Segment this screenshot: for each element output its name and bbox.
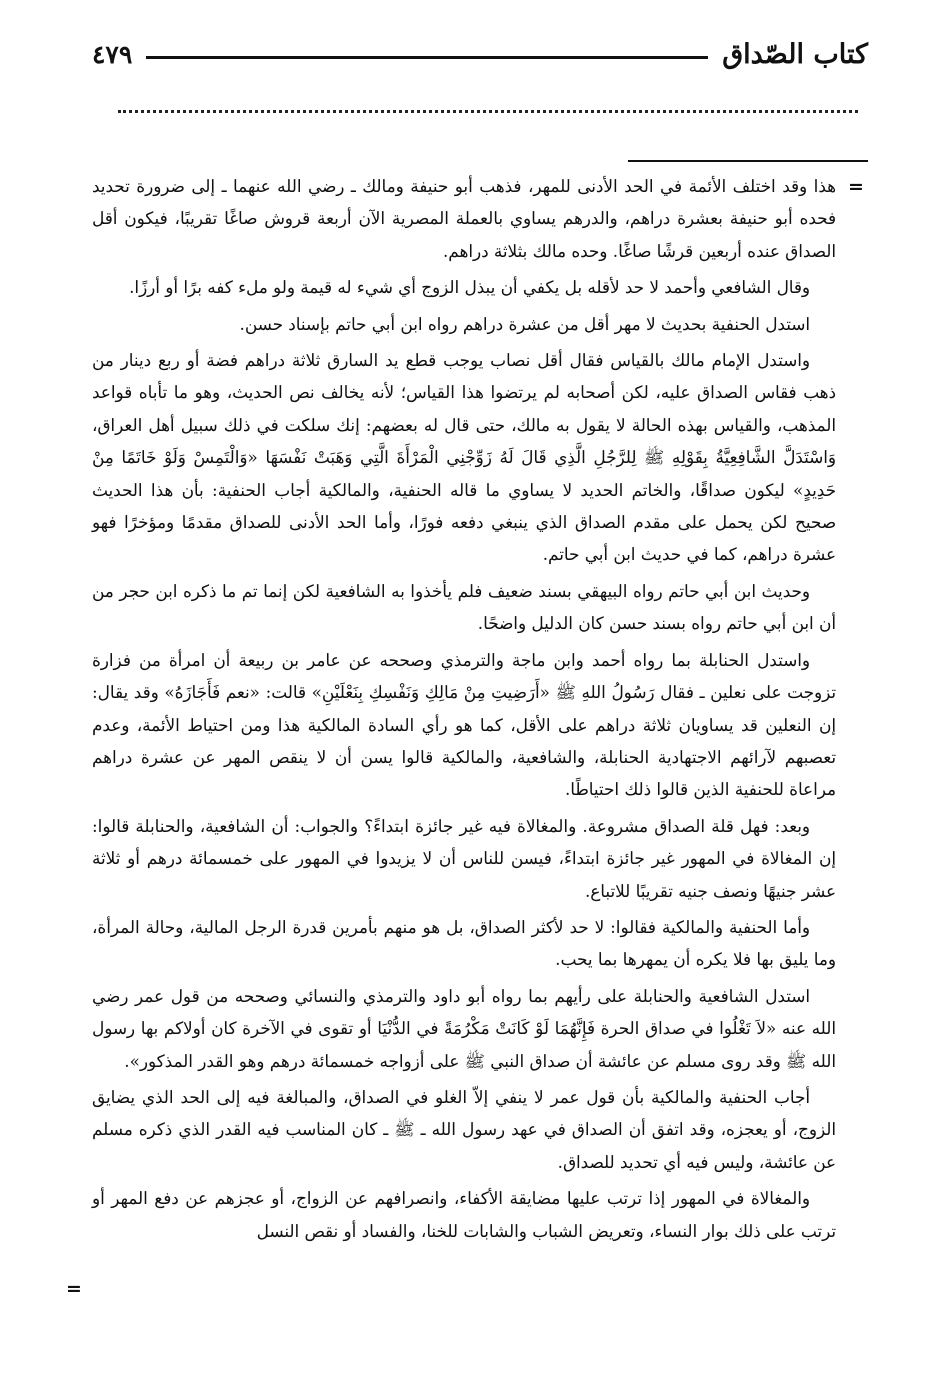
paragraph: واستدل الإمام مالك بالقياس فقال أقل نصاب يوجب قطع يد السارق ثلاثة دراهم فضة أو ربع دينار من ذهب فقاس الصداق عليه، لكن أصحابه لم يرتضوا هذا القياس؛ لأنه يخالف نص الحديث، وهو ما تأباه قواعد المذهب، والقياس بهذه الحالة لا يقول به مالك، حتى قال له بعضهم: إنك سلكت في ذلك سبيل أهل العراق، وَاسْتَدَلَّ الشَّافِعِيَّةُ بِقَوْلِهِ ﷺ لِلرَّجُلِ الَّذِي قَالَ لَهُ زَوِّجْنِي الْمَرْأَةَ الَّتِي وَهَبَتْ نَفْسَهَا «وَالْتَمِسْ وَلَوْ خَاتَمًا مِنْ حَدِيدٍ» ليكون صداقًا، والخاتم الحديد لا يساوي ما قاله الحنفية، والمالكية أجاب الحنفية: بأن هذا الحديث صحيح لكن يحمل على مقدم الصداق الذي ينبغي دفعه فورًا، وأما الحد الأدنى للصداق مقدمًا ومؤخرًا فهو عشرة دراهم، كما في حديث ابن أبي حاتم. <box>92 350 836 565</box>
paragraph: هذا وقد اختلف الأئمة في الحد الأدنى للمهر، فذهب أبو حنيفة ومالك ـ رضي الله عنهما ـ إلى ضرورة تحديد فحده أبو حنيفة بعشرة دراهم، والدرهم يساوي بالعملة المصرية الآن أربعة قروش صاغًا تقريبًا، فيكون أقل الصداق عنده أربعين قرشًا صاغًا. وحده مالك بثلاثة دراهم. <box>92 176 836 261</box>
footnote-body <box>92 170 836 1251</box>
paragraph: وبعد: فهل قلة الصداق مشروعة. والمغالاة فيه غير جائزة ابتداءً؟ والجواب: أن الشافعية، والحنابلة قالوا: إن المغالاة في المهور غير جائزة ابتداءً، فيسن للناس أن لا يزيدوا في المهور على خمسمائة درهم أو ثلاثة عشر جنيهًا ونصف جنيه تقريبًا للاتباع. <box>92 815 836 901</box>
header-rule <box>146 56 708 59</box>
dotted-separator <box>118 94 858 113</box>
paragraph: وحديث ابن أبي حاتم رواه البيهقي بسند ضعيف فلم يأخذوا به الشافعية لكن إنما تم ما ذكره ابن حجر من أن ابن أبي حاتم رواه بسند حسن كان الدليل واضحًا. <box>92 580 836 634</box>
paragraph: واستدل الحنابلة بما رواه أحمد وابن ماجة والترمذي وصححه عن عامر بن ربيعة أن امرأة من فزارة تزوجت على نعلين ـ فقال رَسُولُ اللهِ ﷺ «أَرَضِيتِ مِنْ مَالِكِ وَنَفْسِكِ بِنَعْلَيْنِ» قالت: «نعم فَأَجَازَهُ» وقد يقال: إن النعلين قد يساويان ثلاثة دراهم على الأقل، كما هو رأي السادة المالكية هذا ومن احتياط الأئمة، وعدم تعصبهم لآرائهم الاجتهادية الحنابلة، والشافعية، والمالكية قالوا يسن أن لا ينقص المهر عن عشرة دراهم مراعاة للحنفية الذين قالوا ذلك احتياطًا. <box>92 649 836 800</box>
paragraph: وأما الحنفية والمالكية فقالوا: لا حد لأكثر الصداق، بل هو منهم بأمرين قدرة الرجل المالية، وحالة المرأة، وما يليق بها فلا يكره أن يمهرها بما يحب. <box>92 916 836 970</box>
paragraph: والمغالاة في المهور إذا ترتب عليها مضايقة الأكفاء، وانصرافهم عن الزواج، أو عجزهم عن دفع المهر أو ترتب على ذلك بوار النساء، وتعريض الشباب والشابات للخنا، والفساد أو نقص النسل <box>92 1188 836 1241</box>
paragraph: أجاب الحنفية والمالكية بأن قول عمر لا ينفي إلاّ الغلو في الصداق، والمبالغة فيه إلى الحد الذي يضايق الزوج، أو يعجزه، وقد اتفق أن الصداق في عهد رسول الله ـ ﷺ ـ كان المناسب فيه القدر الذي ذكره مسلم عن عائشة، وليس فيه أي تحديد للصداق. <box>92 1086 836 1172</box>
running-header <box>92 34 868 74</box>
footnote-rule <box>628 160 868 162</box>
paragraph: وقال الشافعي وأحمد لا حد لأقله بل يكفي أن يبذل الزوج أي شيء له قيمة ولو ملء كفه برًا أو أرزًا. <box>129 277 810 298</box>
paragraph: استدل الحنفية بحديث لا مهر أقل من عشرة دراهم رواه ابن أبي حاتم بإسناد حسن. <box>239 313 810 334</box>
continuation-mark-bottom: = <box>66 1278 82 1300</box>
continuation-mark-top: = <box>848 176 864 198</box>
page-number: ٤٧٩ <box>92 39 133 69</box>
paragraph: استدل الشافعية والحنابلة على رأيهم بما رواه أبو داود والترمذي والنسائي وصححه من قول عمر رضي الله عنه «لاَ تَغْلُوا في صداق الحرة فَإِنَّهُمَا لَوْ كَانَتْ مَكْرُمَةً في الدُّنْيَا أو تقوى في الآخرة كان أولاكم بها رسول الله ﷺ وقد روى مسلم عن عائشة أن صداق النبي ﷺ على أزواجه خمسمائة درهم وهو القدر المذكور». <box>92 985 836 1071</box>
chapter-title: كتاب الصّداق <box>722 38 868 70</box>
